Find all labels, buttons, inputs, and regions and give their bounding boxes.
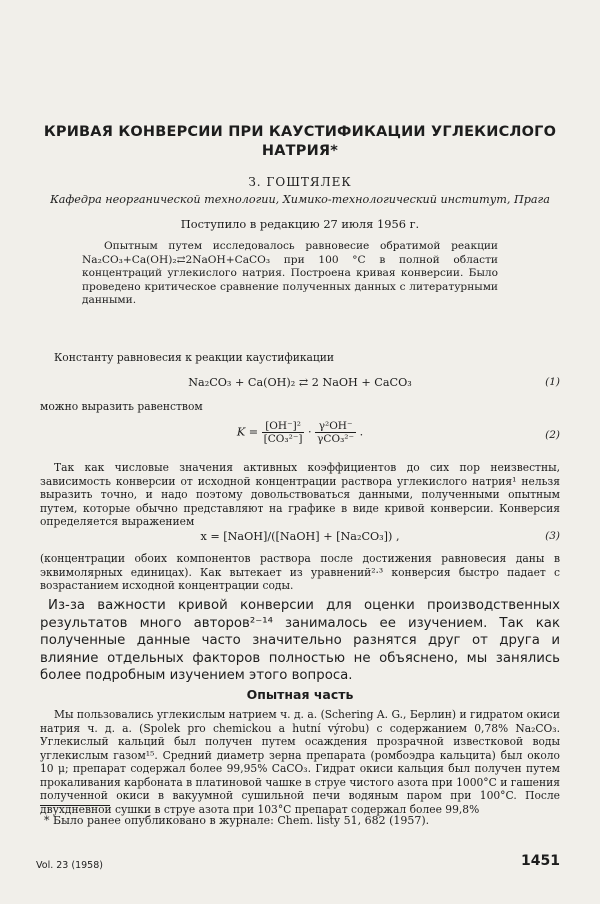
equation-2-number: (2) — [545, 429, 560, 441]
equation-1 — [40, 376, 560, 392]
equation-2-dot: · — [308, 425, 312, 439]
equation-2-period: . — [359, 425, 364, 439]
equation-1-text: Na₂CO₃ + Ca(OH)₂ ⇄ 2 NaOH + CaCO₃ — [188, 376, 412, 389]
footnote: * Было ранее опубликовано в журнале: Chem. listy 51, 682 (1957). — [44, 814, 430, 827]
paragraph-5: Из-за важности кривой конверсии для оценки производственных результатов много авторов²⁻¹⁴ занималось ее изучением. Так как полученные данные часто значительно разнятся друг от друга и влияние отдельных факторов полностью не объяснено, мы занялись более подробным изучением этого вопроса. — [40, 598, 560, 684]
paragraph-3: Так как числовые значения активных коэффициентов до сих пор неизвестны, зависимость конверсии от исходной концентрации раствора углекислого натрия¹ нельзя выразить точно, и надо поэтому довольствоваться данными, полученными опытным путем, которые обычно представляют на графике в виде кривой конверсии. Конверсия определяется выражением — [40, 461, 560, 528]
section-heading: Опытная часть — [246, 687, 354, 702]
author-name: З. ГОШТЯЛЕК — [248, 175, 352, 189]
received-date: Поступило в редакцию 27 июля 1956 г. — [180, 217, 420, 231]
paragraph-4: (концентрации обоих компонентов раствора после достижения равновесия даны в эквимолярных единицах). Как вытекает из уравнений²·³ конверсия быстро падает с возрастанием исходной концентрации соды. — [40, 552, 560, 592]
paragraph-2: можно выразить равенством — [40, 400, 203, 413]
equation-2-lhs: K = — [236, 425, 259, 439]
paragraph-1: Константу равновесия к реакции каустификации — [54, 351, 335, 364]
footnote-divider — [40, 805, 110, 806]
page-number: 1451 — [521, 853, 560, 869]
equation-2-fraction-2 — [315, 420, 356, 445]
fraction-2-denominator: γCO₃²⁻ — [317, 433, 355, 445]
abstract: Опытным путем исследовалось равновесие обратимой реакции Na₂CO₃+Ca(OH)₂⇄2NaOH+CaCO₃ при 100 °C в полной области концентраций углекислого натрия. Построена кривая конверсии. Было проведено критическое сравнение полученных данных с литературными данными. — [82, 240, 498, 307]
equation-3-number: (3) — [545, 530, 560, 542]
fraction-2-numerator: γ²OH⁻ — [315, 420, 356, 433]
equation-2-body — [40, 420, 560, 445]
equation-2 — [40, 418, 560, 454]
paragraph-6: Мы пользовались углекислым натрием ч. д. а. (Schering A. G., Берлин) и гидратом окиси натрия ч. д. а. (Spolek pro chemickou a hutní výrobu) с содержанием 0,78% Na₂CO₃. Углекислый кальций был получен путем осаждения прозрачной известковой воды углекислым газом¹⁵. Средний диаметр зерна препарата (ромбоэдра кальцита) был около 10 μ; препарат содержал более 99,95% CaCO₃. Гидрат окиси кальция был получен путем прокаливания карбоната в платиновой чашке в струе чистого азота при 1000°C и гашения полученной окиси в вакуумной сушильной печи водяным паром при 100°C. После двухдневной сушки в струе азота при 103°C препарат содержал более 99,8% — [40, 708, 560, 816]
equation-2-fraction-1 — [262, 420, 305, 445]
fraction-1-numerator: [OH⁻]² — [262, 420, 305, 433]
equation-1-number: (1) — [545, 376, 560, 388]
fraction-1-denominator: [CO₃²⁻] — [263, 433, 303, 445]
affiliation: Кафедра неорганической технологии, Химико-технологический институт, Прага — [50, 193, 550, 206]
equation-3-text: x = [NaOH]/([NaOH] + [Na₂CO₃]) , — [200, 530, 400, 543]
journal-volume: Vol. 23 (1958) — [36, 860, 103, 871]
article-title: КРИВАЯ КОНВЕРСИИ ПРИ КАУСТИФИКАЦИИ УГЛЕКИСЛОГО НАТРИЯ* — [43, 124, 557, 159]
equation-3 — [40, 530, 560, 546]
